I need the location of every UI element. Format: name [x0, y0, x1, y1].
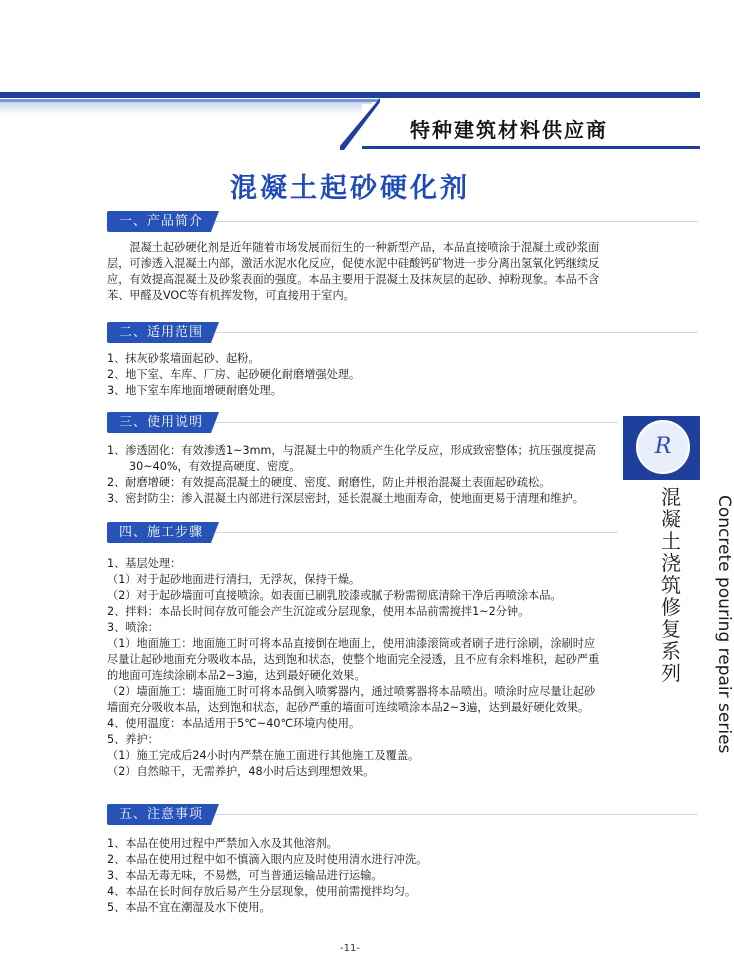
company-slogan: 特种建筑材料供应商 — [410, 118, 608, 142]
list-item: 1、抹灰砂浆墙面起砂、起粉。 — [107, 352, 260, 365]
list-item: 1、本品在使用过程中严禁加入水及其他溶剂。 — [107, 837, 338, 850]
section-title: 一、产品简介 — [107, 211, 211, 232]
section-title: 五、注意事项 — [107, 804, 211, 825]
list-item-continued: 30~40%，有效提高硬度、密度。 — [129, 460, 301, 473]
list-item: 2、本品在使用过程中如不慎滴入眼内应及时使用清水进行冲洗。 — [107, 853, 428, 866]
notes-list — [107, 836, 601, 916]
section-divider — [211, 422, 618, 423]
list-item: 3、喷涂： — [107, 621, 159, 634]
list-item: 4、本品在长时间存放后易产生分层现象，使用前需搅拌均匀。 — [107, 885, 417, 898]
header-stripe — [362, 146, 700, 149]
list-item: 5、养护： — [107, 733, 159, 746]
product-title: 混凝土起砂硬化剂 — [230, 173, 470, 204]
list-item: 1、基层处理： — [107, 557, 182, 570]
section-divider — [211, 532, 618, 533]
list-item: 5、本品不宜在潮湿及水下使用。 — [107, 901, 271, 914]
section-divider — [211, 332, 698, 333]
scope-list — [107, 351, 601, 399]
list-item: （1）地面施工：地面施工时可将本品直接倒在地面上，使用油漆滚筒或者刷子进行涂刷，涂刷时应尽量让起砂地面充分吸收本品，达到饱和状态，使整个地面完全浸透，且不应有余料堆积，起砂严重的地面可连续涂刷本品2~3遍，达到最好硬化效果。 — [107, 637, 600, 682]
header-gradient — [0, 102, 372, 114]
header-band-light — [0, 99, 380, 102]
list-item: 3、本品无毒无味，不易燃，可当普通运输品进行运输。 — [107, 869, 383, 882]
list-item: 3、密封防尘：渗入混凝土内部进行深层密封，延长混凝土地面寿命，使地面更易于清理和维护。 — [107, 492, 584, 505]
steps-list — [107, 556, 601, 780]
usage-list — [107, 443, 601, 507]
section-title: 四、施工步骤 — [107, 522, 211, 543]
header-band — [0, 92, 700, 98]
list-item: 3、地下室车库地面增硬耐磨处理。 — [107, 384, 282, 397]
section-divider — [211, 221, 698, 222]
page-number: -11- — [340, 943, 360, 954]
series-name-en: Concrete pouring repair series — [714, 495, 734, 754]
intro-text — [107, 240, 601, 304]
list-item: （1）施工完成后24小时内严禁在施工面进行其他施工及覆盖。 — [107, 749, 420, 762]
list-item: （1）对于起砂地面进行清扫，无浮灰，保持干燥。 — [107, 573, 361, 586]
list-item: （2）自然晾干，无需养护，48小时后达到理想效果。 — [107, 765, 375, 778]
list-item: （2）对于起砂墙面可直接喷涂。如表面已刷乳胶漆或腻子粉需彻底清除干净后再喷涂本品。 — [107, 589, 562, 602]
section-title: 二、适用范围 — [107, 322, 211, 343]
list-item: 1、渗透固化：有效渗透1~3mm，与混凝土中的物质产生化学反应，形成致密整体；抗压强度提高 — [107, 444, 596, 457]
list-item: 2、拌料：本品长时间存放可能会产生沉淀或分层现象，使用本品前需搅拌1~2分钟。 — [107, 605, 530, 618]
list-item: 4、使用温度：本品适用于5℃~40℃环境内使用。 — [107, 717, 361, 730]
list-item: 2、地下室、车库、厂房、起砂硬化耐磨增强处理。 — [107, 368, 361, 381]
section-divider — [211, 814, 698, 815]
list-item: 2、耐磨增硬：有效提高混凝土的硬度、密度、耐磨性，防止并根治混凝土表面起砂疏松。 — [107, 476, 551, 489]
intro-paragraph: 混凝土起砂硬化剂是近年随着市场发展而衍生的一种新型产品，本品直接喷涂于混凝土或砂浆面层，可渗透入混凝土内部，激活水泥水化反应，促使水泥中硅酸钙矿物进一步分离出氢氧化钙继续反应，有效提高混凝土及砂浆表面的强度。本品主要用于混凝土及抹灰层的起砂、掉粉现象。本品不含苯、甲醛及VOC等有机挥发物，可直接用于室内。 — [107, 241, 600, 302]
brand-logo-icon: R — [636, 420, 690, 474]
section-title: 三、使用说明 — [107, 412, 211, 433]
series-name-cn: 混凝土浇筑修复系列 — [661, 485, 681, 685]
list-item: （2）墙面施工：墙面施工时可将本品倒入喷雾器内，通过喷雾器将本品喷出。喷涂时应尽量让起砂墙面充分吸收本品，达到饱和状态，起砂严重的墙面可连续喷涂本品2~3遍，达到最好硬化效果。 — [107, 685, 596, 714]
